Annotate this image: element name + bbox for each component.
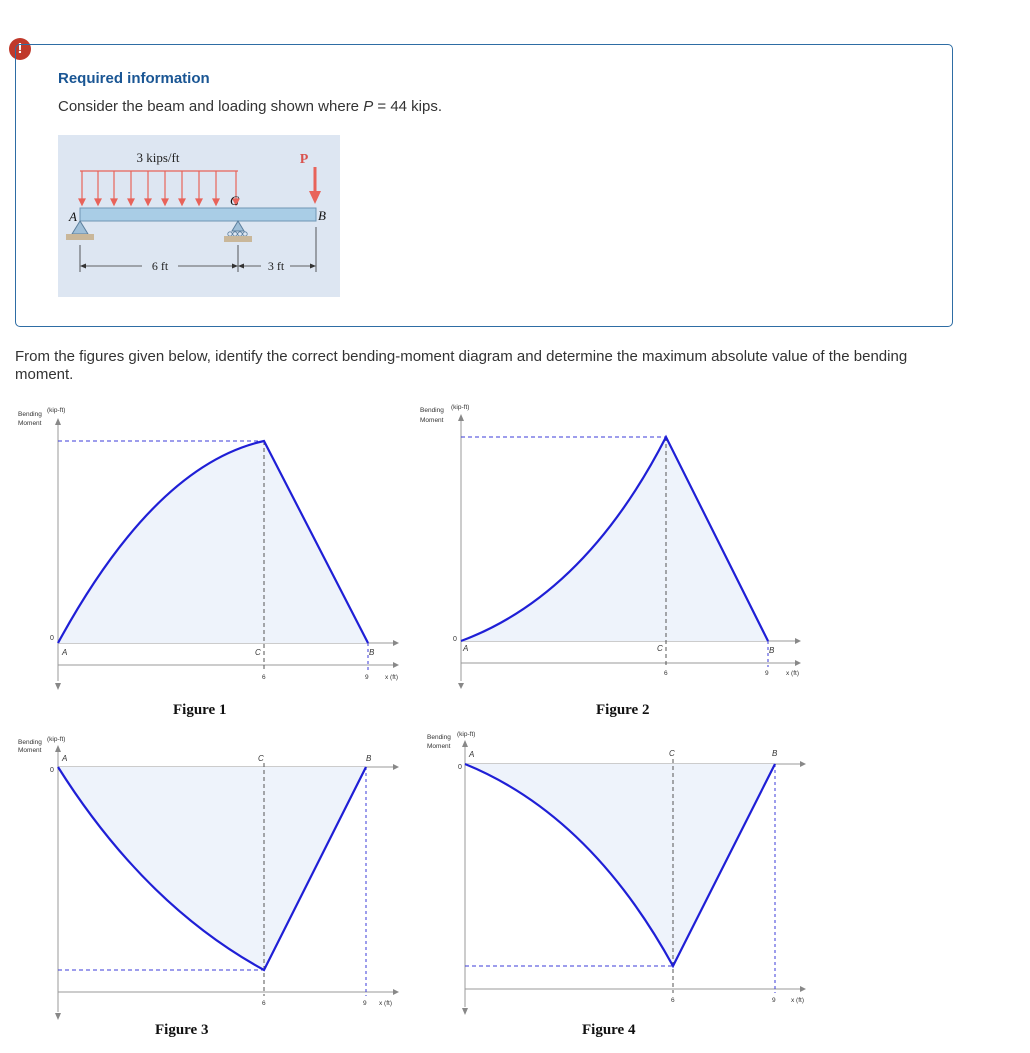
figure-3-plot [0, 730, 460, 1025]
x-tick-6: 6 [262, 674, 266, 681]
ylabel-moment: Moment [420, 417, 444, 424]
beam [80, 208, 316, 221]
ylabel-bending: Bending [18, 739, 42, 746]
point-c-label: C [258, 754, 264, 763]
y-axis-arrow-down [458, 683, 464, 689]
y-axis-arrow-down [462, 1008, 468, 1015]
x-axis-lower-arrow [393, 662, 399, 668]
zero-label: 0 [453, 636, 457, 643]
point-b-label: B [366, 754, 372, 763]
point-a-label: A [62, 754, 68, 763]
load-label: 3 kips/ft [136, 150, 180, 165]
ylabel-bending: Bending [427, 734, 451, 741]
roller-wheels [228, 232, 247, 236]
beam-label-a: A [69, 209, 77, 224]
x-tick-6: 6 [262, 1000, 266, 1007]
point-b-label: B [769, 646, 775, 655]
roller-support-c [232, 221, 244, 231]
y-axis-arrow-up [458, 414, 464, 421]
x-axis-label: x (ft) [385, 674, 398, 681]
x-axis-lower-arrow [800, 986, 806, 992]
y-axis-arrow-down [55, 683, 61, 690]
ylabel-unit: (kip-ft) [451, 404, 470, 411]
x-axis-lower-arrow [393, 989, 399, 995]
x-axis-arrow [800, 761, 806, 767]
x-axis-arrow [795, 638, 801, 644]
y-axis-arrow-up [55, 418, 61, 425]
alert-icon: ! [9, 38, 31, 60]
ylabel-unit: (kip-ft) [47, 407, 66, 414]
zero-label: 0 [50, 767, 54, 774]
x-tick-9: 9 [772, 997, 776, 1004]
figure-1-label: Figure 1 [173, 702, 227, 718]
y-axis-arrow-down [55, 1013, 61, 1020]
figure-1-plot [0, 395, 460, 695]
x-tick-6: 6 [664, 670, 668, 677]
x-axis-arrow [393, 764, 399, 770]
point-a-label: A [62, 648, 68, 657]
moment-area [465, 764, 775, 966]
moment-area [461, 437, 768, 641]
figure-2-label: Figure 2 [596, 702, 650, 718]
x-axis-label: x (ft) [786, 670, 799, 677]
figure-2-plot [415, 395, 825, 695]
figure-3-label: Figure 3 [155, 1022, 209, 1038]
beam-loading-figure [58, 135, 340, 297]
x-axis-label: x (ft) [379, 1000, 392, 1007]
point-load-arrowhead [309, 191, 321, 204]
x-tick-9: 9 [765, 670, 769, 677]
ylabel-moment: Moment [18, 420, 42, 427]
distributed-load-arrows [79, 171, 239, 205]
ylabel-unit: (kip-ft) [457, 731, 476, 738]
beam-label-c: C [230, 193, 239, 208]
ground-a [66, 234, 94, 240]
figure-4-plot [415, 725, 825, 1025]
x-axis-label: x (ft) [791, 997, 804, 1004]
y-axis-arrow-up [462, 740, 468, 747]
x-tick-9: 9 [363, 1000, 367, 1007]
point-b-label: B [772, 749, 778, 758]
zero-label: 0 [458, 764, 462, 771]
point-b-label: B [369, 648, 375, 657]
ground-c [224, 236, 252, 242]
x-axis-lower-arrow [795, 660, 801, 666]
moment-area [58, 441, 368, 643]
ylabel-moment: Moment [427, 743, 451, 750]
dimension-6ft: 6 ft [151, 259, 169, 273]
x-tick-9: 9 [365, 674, 369, 681]
beam-diagram [58, 135, 340, 297]
dimension-3ft: 3 ft [267, 259, 285, 273]
ylabel-bending: Bending [18, 411, 42, 418]
info-title: Required information [58, 70, 210, 87]
point-c-label: C [669, 749, 675, 758]
y-axis-arrow-up [55, 745, 61, 752]
point-a-label: A [463, 644, 469, 653]
ylabel-unit: (kip-ft) [47, 736, 66, 743]
point-load-label: P [299, 152, 309, 167]
zero-label: 0 [50, 635, 54, 642]
question-instructions: From the figures given below, identify the correct bending-moment diagram and determine the maximum absolute value of the bending moment. [15, 348, 908, 383]
moment-area [58, 767, 366, 970]
info-text: Consider the beam and loading shown where P = 44 kips. [58, 98, 443, 115]
ylabel-bending: Bending [420, 407, 444, 414]
point-c-label: C [657, 644, 663, 653]
x-tick-6: 6 [671, 997, 675, 1004]
x-axis-arrow [393, 640, 399, 646]
point-c-label: C [255, 648, 261, 657]
figure-4-label: Figure 4 [582, 1022, 636, 1038]
ylabel-moment: Moment [18, 747, 42, 754]
beam-label-b: B [318, 208, 326, 223]
point-a-label: A [469, 750, 475, 759]
